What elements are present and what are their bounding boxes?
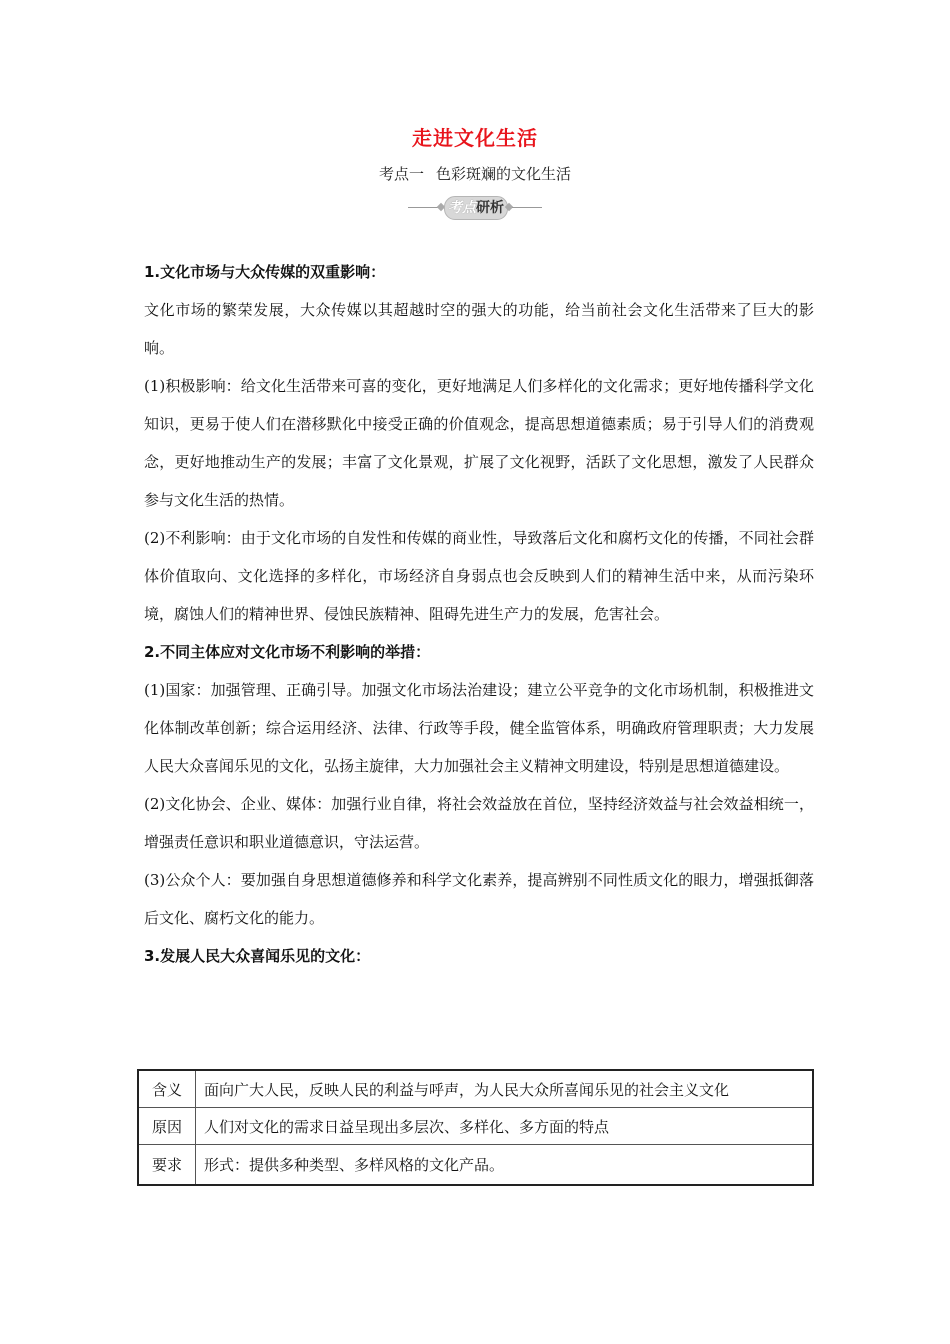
banner-label-part2: 研析 [476,200,504,216]
paragraph: (2)文化协会、企业、媒体：加强行业自律，将社会效益放在首位，坚持经济效益与社会效益相统一，增强责任意识和职业道德意识，守法运营。 [144,795,814,851]
paragraph: (1)国家：加强管理、正确引导。加强文化市场法治建设；建立公平竞争的文化市场机制，积极推进文化体制改革创新；综合运用经济、法律、行政等手段，健全监管体系，明确政府管理职责；大力发展人民大众喜闻乐见的文化，弘扬主旋律，大力加强社会主义精神文明建设，特别是思想道德建设。 [144,681,814,775]
definition-table [137,1069,814,1186]
subtitle-section-number: 考点一 [378,165,424,183]
table-row [138,1070,813,1108]
section-banner [408,194,542,222]
table-row-value: 人们对文化的需求日益呈现出多层次、多样化、多方面的特点 [196,1108,814,1145]
subtitle-section-name: 色彩斑斓的文化生活 [436,165,572,183]
section-heading: 2.不同主体应对文化市场不利影响的举措： [144,643,431,661]
table-row-key: 含义 [138,1070,196,1108]
section-heading: 1.文化市场与大众传媒的双重影响： [144,263,386,281]
table-row [138,1108,813,1145]
table-row-value: 面向广大人民，反映人民的利益与呼声，为人民大众所喜闻乐见的社会主义文化 [196,1070,814,1108]
paragraph: (3)公众个人：要加强自身思想道德修养和科学文化素养，提高辨别不同性质文化的眼力，增强抵御落后文化、腐朽文化的能力。 [144,871,814,927]
table-row-value: 形式：提供多种类型、多样风格的文化产品。 [196,1145,814,1186]
document-body [144,253,814,975]
banner-divider-right [512,207,542,208]
page-title: 走进文化生活 [412,126,538,150]
paragraph: 文化市场的繁荣发展，大众传媒以其超越时空的强大的功能，给当前社会文化生活带来了巨大的影响。 [144,301,814,357]
table-row [138,1145,813,1186]
banner-label [444,196,508,220]
page-subtitle [0,163,950,184]
banner-divider-left [408,207,438,208]
table-row-key: 要求 [138,1145,196,1186]
paragraph: (1)积极影响：给文化生活带来可喜的变化，更好地满足人们多样化的文化需求；更好地传播科学文化知识，更易于使人们在潜移默化中接受正确的价值观念，提高思想道德素质；易于引导人们的消费观念，更好地推动生产的发展；丰富了文化景观，扩展了文化视野，活跃了文化思想，激发了人民群众参与文化生活的热情。 [144,377,814,509]
paragraph: (2)不利影响：由于文化市场的自发性和传媒的商业性，导致落后文化和腐朽文化的传播，不同社会群体价值取向、文化选择的多样化，市场经济自身弱点也会反映到人们的精神生活中来，从而污染环境，腐蚀人们的精神世界、侵蚀民族精神、阻碍先进生产力的发展，危害社会。 [144,529,814,623]
table-row-key: 原因 [138,1108,196,1145]
banner-label-part1: 考点 [448,200,476,216]
section-heading: 3.发展人民大众喜闻乐见的文化： [144,947,371,965]
